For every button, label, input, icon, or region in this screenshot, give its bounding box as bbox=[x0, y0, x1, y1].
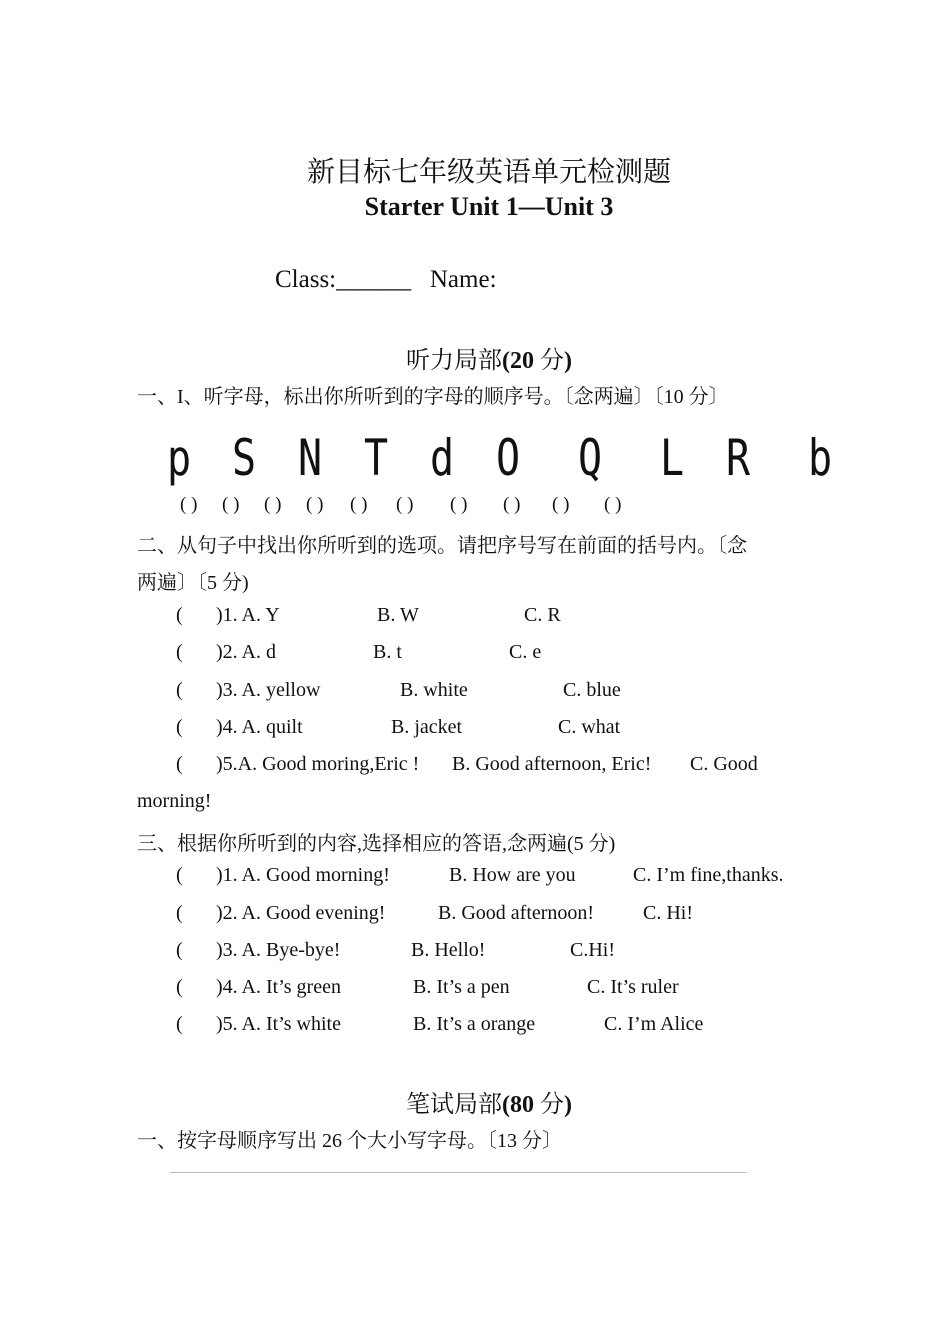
letter-1: p bbox=[167, 430, 192, 488]
option-b: B. W bbox=[377, 604, 419, 626]
writing-header-cn: 笔试局部 bbox=[406, 1092, 502, 1118]
class-label: Class:______ bbox=[275, 266, 412, 293]
answer-blank[interactable]: ( ) bbox=[503, 494, 521, 515]
listening-header-close: ) bbox=[564, 348, 572, 374]
listening-header bbox=[0, 340, 950, 375]
option-c: C. Hi! bbox=[643, 902, 693, 924]
name-label: Name: bbox=[429, 266, 497, 293]
answer-blank[interactable]: ( ) bbox=[396, 494, 414, 515]
letter-7: Q bbox=[578, 430, 603, 488]
writing-header-unit: 分 bbox=[540, 1092, 564, 1118]
writing-part1-prompt: 一、按字母顺序写出 26 个大小写字母。〔13 分〕 bbox=[137, 1130, 562, 1152]
option-a: )5. A. It’s white bbox=[216, 1013, 341, 1035]
answer-paren[interactable]: ( bbox=[176, 753, 183, 775]
listening-part2-prompt-line1: 二、从句子中找出你所听到的选项。请把序号写在前面的括号内。〔念 bbox=[137, 535, 747, 557]
answer-paren[interactable]: ( bbox=[176, 1013, 183, 1035]
letter-row bbox=[160, 430, 840, 488]
listening-part3-prompt: 三、根据你所听到的内容,选择相应的答语,念两遍(5 分) bbox=[137, 833, 616, 855]
option-a: )4. A. quilt bbox=[216, 716, 303, 738]
answer-blank[interactable]: ( ) bbox=[450, 494, 468, 515]
option-b: B. It’s a orange bbox=[413, 1013, 536, 1035]
letter-6: O bbox=[496, 430, 521, 488]
title-english: Starter Unit 1—Unit 3 bbox=[364, 192, 614, 221]
answer-blank[interactable]: ( ) bbox=[350, 494, 368, 515]
option-a: )5.A. Good moring,Eric ! bbox=[216, 753, 420, 775]
writing-header-score: (80 bbox=[502, 1092, 534, 1118]
letter-3: N bbox=[298, 430, 323, 488]
option-b: B. white bbox=[400, 679, 468, 701]
answer-paren[interactable]: ( bbox=[176, 902, 183, 924]
writing-header-close: ) bbox=[564, 1092, 572, 1118]
listening-header-cn: 听力局部 bbox=[406, 348, 502, 374]
answer-paren[interactable]: ( bbox=[176, 976, 183, 998]
option-c: C. It’s ruler bbox=[587, 976, 679, 998]
question-row bbox=[0, 976, 950, 1004]
letter-4: T bbox=[364, 430, 389, 488]
option-c: C. R bbox=[524, 604, 561, 626]
letter-8: L bbox=[660, 430, 685, 488]
option-a: )3. A. yellow bbox=[216, 679, 321, 701]
answer-paren[interactable]: ( bbox=[176, 939, 183, 961]
answer-paren-row bbox=[0, 494, 950, 520]
listening-header-unit: 分 bbox=[540, 348, 564, 374]
answer-blank[interactable]: ( ) bbox=[222, 494, 240, 515]
option-b: B. jacket bbox=[391, 716, 463, 738]
option-wrap: morning! bbox=[137, 790, 212, 812]
letter-9: R bbox=[726, 430, 751, 488]
question-row bbox=[0, 939, 950, 967]
answer-blank[interactable]: ( ) bbox=[604, 494, 622, 515]
option-a: )1. A. Good morning! bbox=[216, 864, 390, 886]
question-row bbox=[0, 604, 950, 632]
answer-blank[interactable]: ( ) bbox=[180, 494, 198, 515]
question-row bbox=[0, 716, 950, 744]
class-name-line bbox=[275, 266, 497, 294]
option-a: )3. A. Bye-bye! bbox=[216, 939, 341, 961]
answer-blank[interactable]: ( ) bbox=[264, 494, 282, 515]
option-a: )2. A. d bbox=[216, 641, 276, 663]
question-row bbox=[0, 1013, 950, 1041]
answer-paren[interactable]: ( bbox=[176, 641, 183, 663]
answer-paren[interactable]: ( bbox=[176, 716, 183, 738]
option-b: B. Good afternoon! bbox=[438, 902, 595, 924]
writing-line bbox=[170, 1172, 747, 1173]
option-b: B. How are you bbox=[449, 864, 576, 886]
option-a: )4. A. It’s green bbox=[216, 976, 341, 998]
answer-blank[interactable]: ( ) bbox=[306, 494, 324, 515]
option-c: C.Hi! bbox=[570, 939, 615, 961]
answer-blank[interactable]: ( ) bbox=[552, 494, 570, 515]
listening-part2-prompt-line2: 两遍〕〔5 分) bbox=[137, 572, 249, 594]
letter-5: d bbox=[430, 430, 455, 488]
option-b: B. t bbox=[373, 641, 402, 663]
option-b: B. Hello! bbox=[411, 939, 486, 961]
letter-2: S bbox=[232, 430, 257, 488]
option-c: C. I’m Alice bbox=[604, 1013, 704, 1035]
letter-10: b bbox=[808, 430, 833, 488]
option-b: B. It’s a pen bbox=[413, 976, 510, 998]
title-chinese: 新目标七年级英语单元检测题 bbox=[306, 157, 671, 188]
question-row bbox=[0, 902, 950, 930]
option-c: C. Good bbox=[690, 753, 758, 775]
question-row bbox=[0, 753, 950, 781]
option-c: C. what bbox=[558, 716, 621, 738]
question-row bbox=[0, 679, 950, 707]
question-row bbox=[0, 864, 950, 892]
listening-header-score: (20 bbox=[502, 348, 534, 374]
option-c: C. I’m fine,thanks. bbox=[633, 864, 784, 886]
option-b: B. Good afternoon, Eric! bbox=[452, 753, 652, 775]
question-row bbox=[0, 641, 950, 669]
listening-part1-prompt: 一、I、听字母，标出你所听到的字母的顺序号。〔念两遍〕〔10 分〕 bbox=[137, 386, 729, 408]
option-c: C. blue bbox=[563, 679, 621, 701]
option-a: )2. A. Good evening! bbox=[216, 902, 386, 924]
option-c: C. e bbox=[509, 641, 542, 663]
answer-paren[interactable]: ( bbox=[176, 864, 183, 886]
answer-paren[interactable]: ( bbox=[176, 604, 183, 626]
option-a: )1. A. Y bbox=[216, 604, 280, 626]
writing-header bbox=[0, 1084, 950, 1119]
answer-paren[interactable]: ( bbox=[176, 679, 183, 701]
